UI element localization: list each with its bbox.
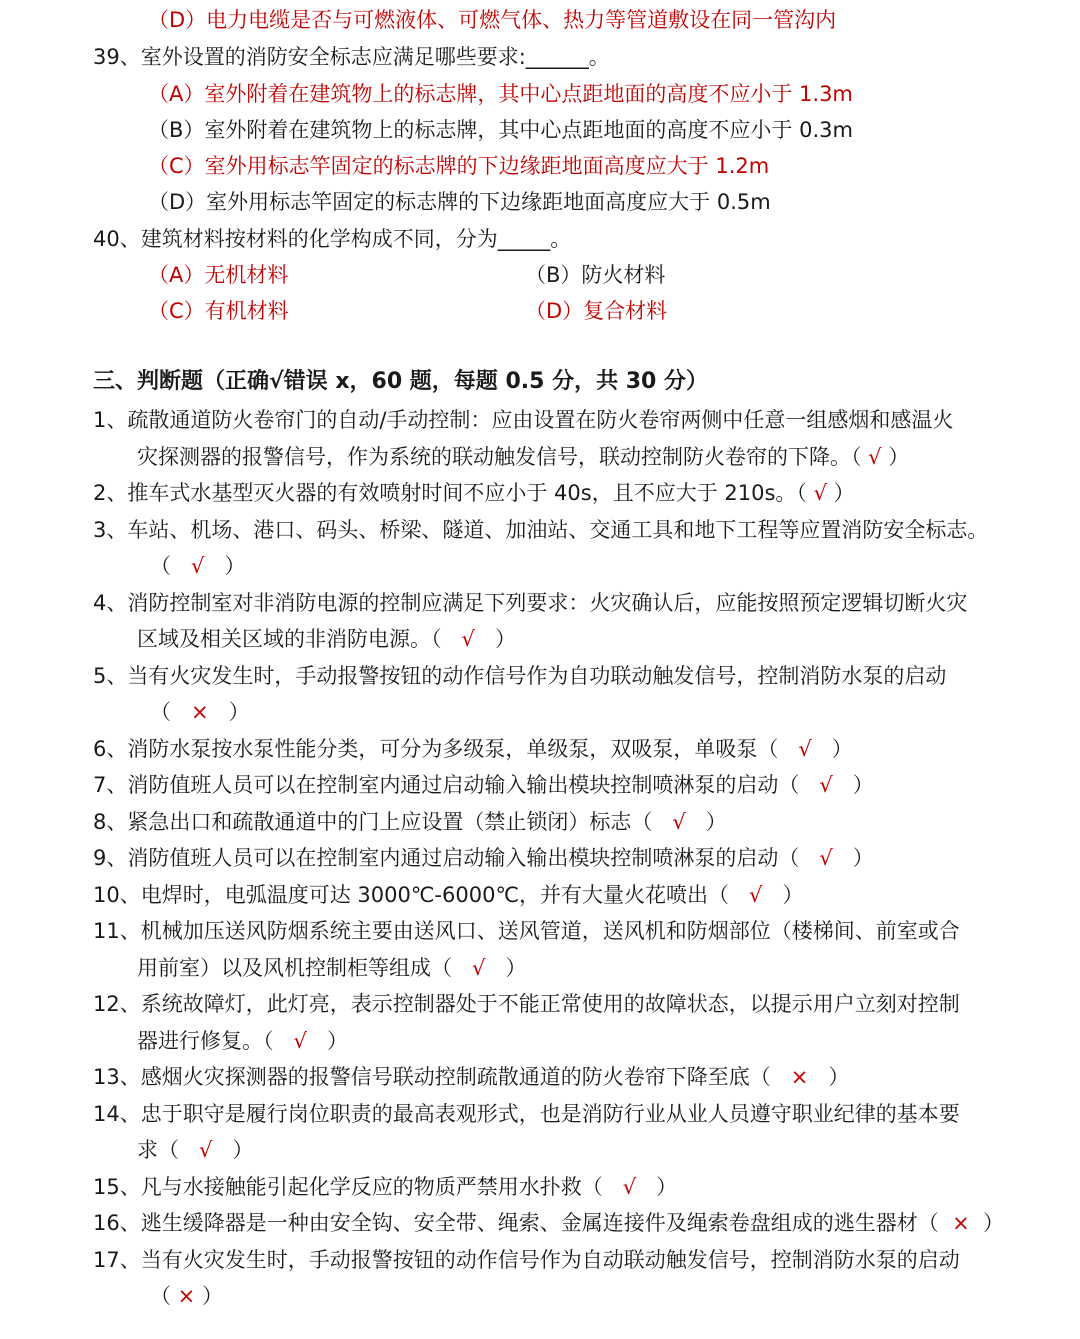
q40-option-c: （C）有机材料 — [148, 299, 289, 323]
judgment-item-5-line-2 — [150, 698, 1080, 726]
judgment-text: 1、疏散通道防火卷帘门的自动/手动控制：应由设置在防火卷帘两侧中任意一组感烟和感温火 — [93, 408, 954, 432]
closing-paren: ） — [326, 1029, 348, 1053]
judgment-text: 5、当有火灾发生时，手动报警按钮的动作信号作为自功联动触发信号，控制消防水泵的启动 — [93, 664, 947, 688]
answer-mark: √ — [806, 481, 834, 505]
closing-paren: ） — [983, 1211, 1005, 1235]
judgment-item-14-line-2 — [137, 1136, 1080, 1164]
judgment-item-17 — [93, 1246, 1080, 1274]
closing-paren: ） — [828, 1065, 850, 1089]
answer-mark: √ — [441, 627, 495, 651]
closing-paren: ） — [505, 956, 527, 980]
q39-option-a: （A）室外附着在建筑物上的标志牌，其中心点距地面的高度不应小于 1.3m — [148, 82, 853, 106]
closing-paren: ） — [782, 883, 804, 907]
q40-blank: _____ — [497, 227, 551, 251]
q39-stem — [93, 43, 1080, 71]
closing-paren: ） — [228, 700, 250, 724]
judgment-item-1 — [93, 406, 1080, 434]
judgment-text: （ — [150, 700, 171, 724]
q40-option-d: （D）复合材料 — [525, 299, 668, 323]
judgment-item-11-line-2 — [137, 954, 1080, 982]
judgment-text: 9、消防值班人员可以在控制室内通过启动输入输出模块控制喷淋泵的启动（ — [93, 846, 800, 870]
judgment-item-14 — [93, 1100, 1080, 1128]
section-heading: 三、判断题（正确√错误 x，60 题，每题 0.5 分，共 30 分） — [93, 369, 709, 394]
closing-paren: ） — [224, 554, 246, 578]
closing-paren: ） — [888, 445, 910, 469]
judgment-item-3-line-2 — [150, 552, 1080, 580]
judgment-item-13 — [93, 1063, 1080, 1091]
q39-end: 。 — [588, 45, 610, 69]
judgment-item-9 — [93, 844, 1080, 872]
answer-mark: × — [171, 1284, 202, 1308]
answer-mark: √ — [778, 737, 832, 761]
judgment-text: 16、逃生缓降器是一种由安全钩、安全带、绳索、金属连接件及绳索卷盘组成的逃生器材（ — [93, 1211, 939, 1235]
judgment-text: 用前室）以及风机控制柜等组成（ — [137, 956, 452, 980]
closing-paren: ） — [833, 481, 855, 505]
judgment-text: （ — [150, 554, 171, 578]
answer-mark: √ — [273, 1029, 327, 1053]
judgment-item-16 — [93, 1209, 1080, 1237]
judgment-text: （ — [150, 1284, 171, 1308]
judgment-item-10 — [93, 881, 1080, 909]
answer-mark: √ — [452, 956, 506, 980]
closing-paren: ） — [494, 627, 516, 651]
judgment-item-2 — [93, 479, 1080, 507]
judgment-item-4-line-2 — [137, 625, 1080, 653]
closing-paren: ） — [656, 1175, 678, 1199]
answer-mark: √ — [799, 773, 853, 797]
judgment-text: 14、忠于职守是履行岗位职责的最高表观形式，也是消防行业从业人员遵守职业纪律的基本要 — [93, 1102, 960, 1126]
q39-option-d: （D）室外用标志竿固定的标志牌的下边缘距地面高度应大于 0.5m — [148, 190, 771, 214]
judgment-item-7 — [93, 771, 1080, 799]
answer-mark: × — [938, 1211, 984, 1235]
q40-stem-text: 40、建筑材料按材料的化学构成不同，分为 — [93, 227, 498, 251]
judgment-text: 8、紧急出口和疏散通道中的门上应设置（禁止锁闭）标志（ — [93, 810, 653, 834]
judgment-text: 器进行修复。（ — [137, 1029, 274, 1053]
answer-mark: √ — [799, 846, 853, 870]
answer-mark: √ — [171, 554, 225, 578]
judgment-text: 15、凡与水接触能引起化学反应的物质严禁用水扑救（ — [93, 1175, 603, 1199]
judgment-item-15 — [93, 1173, 1080, 1201]
closing-paren: ） — [831, 737, 853, 761]
closing-paren: ） — [852, 846, 874, 870]
answer-mark: × — [770, 1065, 829, 1089]
answer-mark: × — [171, 700, 229, 724]
q40-option-a: （A）无机材料 — [148, 263, 289, 287]
q39-blank: ______ — [525, 45, 589, 69]
answer-mark: √ — [602, 1175, 657, 1199]
judgment-text: 3、车站、机场、港口、码头、桥梁、隧道、加油站、交通工具和地下工程等应置消防安全标志。 — [93, 518, 989, 542]
judgment-item-11 — [93, 917, 1080, 945]
q40-option-b: （B）防火材料 — [525, 263, 666, 287]
q40-options-row-2 — [148, 297, 1028, 325]
q39-stem-text: 39、室外设置的消防安全标志应满足哪些要求: — [93, 45, 526, 69]
answer-mark: √ — [861, 445, 889, 469]
judgment-text: 13、感烟火灾探测器的报警信号联动控制疏散通道的防火卷帘下降至底（ — [93, 1065, 771, 1089]
closing-paren: ） — [232, 1138, 254, 1162]
judgment-text: 求（ — [137, 1138, 179, 1162]
q40-end: 。 — [550, 227, 572, 251]
q39-option-c: （C）室外用标志竿固定的标志牌的下边缘距地面高度应大于 1.2m — [148, 154, 770, 178]
judgment-text: 7、消防值班人员可以在控制室内通过启动输入输出模块控制喷淋泵的启动（ — [93, 773, 800, 797]
judgment-text: 10、电焊时，电弧温度可达 3000℃-6000℃，并有大量火花喷出（ — [93, 883, 730, 907]
closing-paren: ） — [705, 810, 727, 834]
judgment-item-5 — [93, 662, 1080, 690]
judgment-item-8 — [93, 808, 1080, 836]
closing-paren: ） — [852, 773, 874, 797]
judgment-item-17-line-2 — [150, 1282, 1080, 1310]
judgment-item-4 — [93, 589, 1080, 617]
judgment-text: 2、推车式水基型灭火器的有效喷射时间不应小于 40s，且不应大于 210s。（ — [93, 481, 807, 505]
judgment-text: 6、消防水泵按水泵性能分类，可分为多级泵，单级泵，双吸泵，单吸泵（ — [93, 737, 779, 761]
q38-option-d: （D）电力电缆是否与可燃液体、可燃气体、热力等管道敷设在同一管沟内 — [148, 8, 837, 32]
q40-stem — [93, 225, 1080, 253]
judgment-item-12-line-2 — [137, 1027, 1080, 1055]
judgment-item-12 — [93, 990, 1080, 1018]
q40-options-row-1 — [148, 261, 1028, 289]
judgment-text: 4、消防控制室对非消防电源的控制应满足下列要求：火灾确认后，应能按照预定逻辑切断火灾 — [93, 591, 968, 615]
judgment-item-6 — [93, 735, 1080, 763]
judgment-item-1-line-2 — [137, 443, 1080, 471]
judgment-text: 17、当有火灾发生时，手动报警按钮的动作信号作为自动联动触发信号，控制消防水泵的启动 — [93, 1248, 960, 1272]
answer-mark: √ — [729, 883, 783, 907]
closing-paren: ） — [201, 1284, 223, 1308]
q39-option-b: （B）室外附着在建筑物上的标志牌，其中心点距地面的高度不应小于 0.3m — [148, 118, 853, 142]
judgment-text: 区域及相关区域的非消防电源。（ — [137, 627, 442, 651]
answer-mark: √ — [652, 810, 706, 834]
judgment-text: 灾探测器的报警信号，作为系统的联动触发信号，联动控制防火卷帘的下降。（ — [137, 445, 862, 469]
judgment-text: 12、系统故障灯，此灯亮，表示控制器处于不能正常使用的故障状态，以提示用户立刻对控制 — [93, 992, 960, 1016]
judgment-item-3 — [93, 516, 1080, 544]
judgment-text: 11、机械加压送风防烟系统主要由送风口、送风管道，送风机和防烟部位（楼梯间、前室或合 — [93, 919, 960, 943]
answer-mark: √ — [179, 1138, 233, 1162]
